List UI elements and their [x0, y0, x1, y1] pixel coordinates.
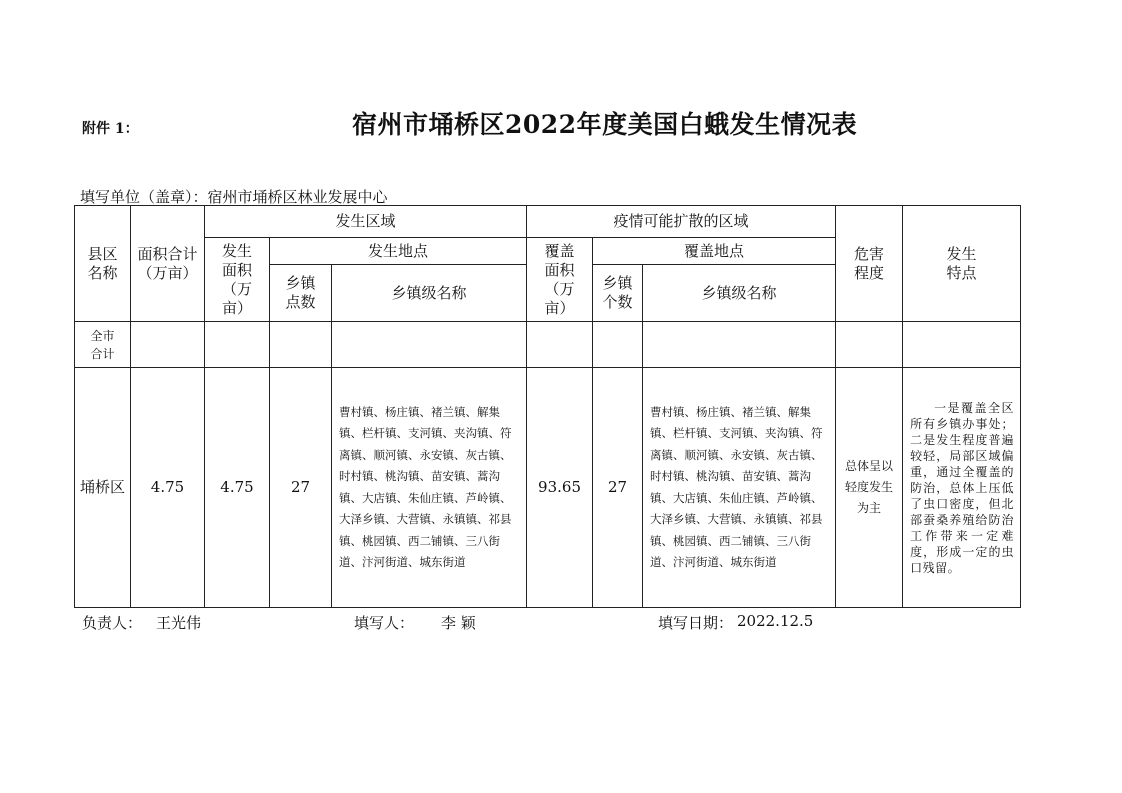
town-count-cell: 27 — [270, 368, 332, 608]
total-row-label: 全市合计 — [75, 322, 131, 368]
features-cell: 一是覆盖全区所有乡镇办事处；二是发生程度普遍较轻，局部区域偏重，通过全覆盖的防治，总体上压低了虫口密度，但北部蚕桑养殖给防治工作带来一定难度，形成一定的虫口残留。 — [903, 368, 1021, 608]
occurrence-area-cell: 4.75 — [205, 368, 270, 608]
header-damage-level: 危害程度 — [836, 206, 903, 322]
header-occurrence-area: 发生面积（万亩） — [205, 238, 270, 322]
town-names-cell: 曹村镇、杨庄镇、褚兰镇、解集镇、栏杆镇、支河镇、夹沟镇、符离镇、顺河镇、永安镇、灰古镇、时村镇、桃沟镇、苗安镇、蒿沟镇、大店镇、朱仙庄镇、芦岭镇、大泽乡镇、大营镇、永镇镇、祁县镇、桃园镇、西二铺镇、三八街道、汴河街道、城东街道 — [332, 368, 527, 608]
responsible-label: 负责人： — [82, 614, 143, 632]
header-town-count: 乡镇点数 — [270, 265, 332, 322]
page-title: 宿州市埇桥区2022年度美国白蛾发生情况表 — [352, 110, 858, 139]
date-label: 填写日期： — [658, 614, 734, 632]
attachment-label: 附件 1： — [82, 121, 139, 137]
header-spread-region: 疫情可能扩散的区域 — [527, 206, 836, 238]
total-row — [75, 322, 1021, 368]
header-features: 发生特点 — [903, 206, 1021, 322]
cover-town-count-cell: 27 — [593, 368, 643, 608]
header-occurrence-region: 发生区域 — [205, 206, 527, 238]
header-town-names: 乡镇级名称 — [332, 265, 527, 322]
responsible-name: 王光伟 — [156, 614, 202, 632]
cover-town-names-cell: 曹村镇、杨庄镇、褚兰镇、解集镇、栏杆镇、支河镇、夹沟镇、符离镇、顺河镇、永安镇、灰古镇、时村镇、桃沟镇、苗安镇、蒿沟镇、大店镇、朱仙庄镇、芦岭镇、大泽乡镇、大营镇、永镇镇、祁县镇、桃园镇、西二铺镇、三八街道、汴河街道、城东街道 — [643, 368, 836, 608]
filler-name: 李 颖 — [441, 614, 476, 632]
area-total-cell: 4.75 — [131, 368, 205, 608]
cover-area-cell: 93.65 — [527, 368, 593, 608]
date-value: 2022.12.5 — [737, 612, 814, 630]
header-county: 县区名称 — [75, 206, 131, 322]
header-occurrence-sites: 发生地点 — [270, 238, 527, 265]
county-cell: 埇桥区 — [75, 368, 131, 608]
header-cover-town-count: 乡镇个数 — [593, 265, 643, 322]
occurrence-table — [74, 205, 1021, 608]
filler-label: 填写人： — [354, 614, 415, 632]
damage-level-cell: 总体呈以轻度发生为主 — [836, 368, 903, 608]
header-cover-area: 覆盖面积（万亩） — [527, 238, 593, 322]
fill-unit: 填写单位（盖章）：宿州市埇桥区林业发展中心 — [80, 188, 388, 206]
header-cover-sites: 覆盖地点 — [593, 238, 836, 265]
header-area-total: 面积合计（万亩） — [131, 206, 205, 322]
header-cover-town-names: 乡镇级名称 — [643, 265, 836, 322]
table-row — [75, 368, 1021, 608]
